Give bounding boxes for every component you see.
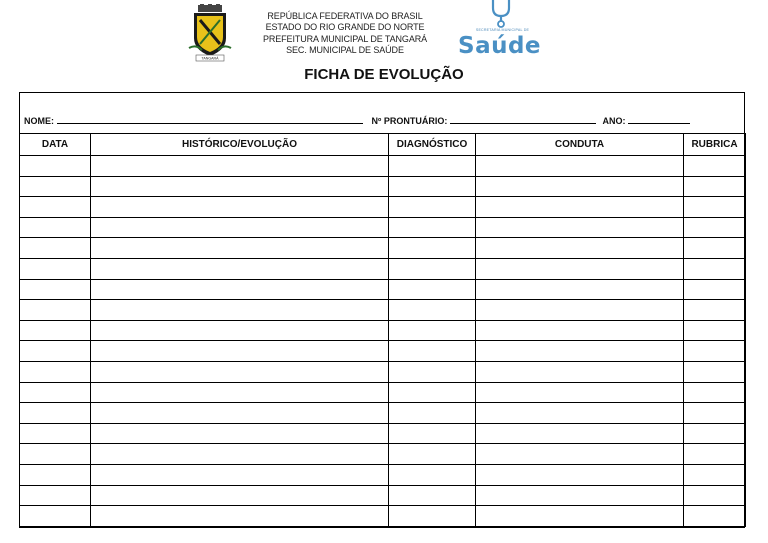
column-header-data: DATA <box>20 134 91 156</box>
year-field[interactable] <box>628 114 690 124</box>
table-cell[interactable] <box>20 506 91 527</box>
table-cell[interactable] <box>684 341 746 362</box>
table-cell[interactable] <box>20 423 91 444</box>
logo-word: Saúde <box>458 33 542 59</box>
table-cell[interactable] <box>684 382 746 403</box>
table-cell[interactable] <box>20 156 91 177</box>
table-cell[interactable] <box>389 423 476 444</box>
table-row <box>20 300 746 321</box>
table-cell[interactable] <box>476 444 684 465</box>
table-row <box>20 156 746 177</box>
table-cell[interactable] <box>476 485 684 506</box>
table-row <box>20 485 746 506</box>
column-header-diagnostico: DIAGNÓSTICO <box>389 134 476 156</box>
table-cell[interactable] <box>684 217 746 238</box>
table-cell[interactable] <box>684 361 746 382</box>
table-cell[interactable] <box>389 300 476 321</box>
table-cell[interactable] <box>476 320 684 341</box>
table-cell[interactable] <box>20 464 91 485</box>
table-cell[interactable] <box>389 485 476 506</box>
table-cell[interactable] <box>20 485 91 506</box>
table-cell[interactable] <box>20 382 91 403</box>
table-row <box>20 341 746 362</box>
table-cell[interactable] <box>389 464 476 485</box>
column-header-rubrica: RUBRICA <box>684 134 746 156</box>
table-cell[interactable] <box>684 156 746 177</box>
table-cell[interactable] <box>91 176 389 197</box>
table-row <box>20 279 746 300</box>
table-cell[interactable] <box>91 300 389 321</box>
table-cell[interactable] <box>476 403 684 424</box>
table-cell[interactable] <box>20 197 91 218</box>
table-cell[interactable] <box>684 300 746 321</box>
table-cell[interactable] <box>389 238 476 259</box>
table-cell[interactable] <box>91 279 389 300</box>
table-cell[interactable] <box>389 279 476 300</box>
table-row <box>20 423 746 444</box>
name-label: NOME: <box>24 116 54 126</box>
table-row <box>20 464 746 485</box>
table-cell[interactable] <box>476 217 684 238</box>
table-cell[interactable] <box>684 423 746 444</box>
municipal-crest-icon <box>188 4 232 64</box>
table-cell[interactable] <box>20 300 91 321</box>
table-cell[interactable] <box>389 258 476 279</box>
record-number-field[interactable] <box>450 114 596 124</box>
table-cell[interactable] <box>20 217 91 238</box>
table-cell[interactable] <box>389 176 476 197</box>
table-row <box>20 361 746 382</box>
table-row <box>20 320 746 341</box>
table-row <box>20 217 746 238</box>
name-field[interactable] <box>57 114 363 124</box>
table-cell[interactable] <box>684 258 746 279</box>
table-row <box>20 382 746 403</box>
table-cell[interactable] <box>684 485 746 506</box>
table-cell[interactable] <box>20 444 91 465</box>
table-cell[interactable] <box>389 382 476 403</box>
table-cell[interactable] <box>476 197 684 218</box>
table-cell[interactable] <box>476 423 684 444</box>
table-cell[interactable] <box>20 341 91 362</box>
table-row <box>20 238 746 259</box>
table-cell[interactable] <box>476 176 684 197</box>
table-cell[interactable] <box>91 341 389 362</box>
record-number-label: Nº PRONTUÁRIO: <box>371 116 448 126</box>
table-cell[interactable] <box>684 176 746 197</box>
column-header-historico: HISTÓRICO/EVOLUÇÃO <box>91 134 389 156</box>
year-label: ANO: <box>602 116 626 126</box>
table-cell[interactable] <box>91 361 389 382</box>
table-cell[interactable] <box>476 361 684 382</box>
table-cell[interactable] <box>20 361 91 382</box>
table-cell[interactable] <box>684 238 746 259</box>
table-cell[interactable] <box>389 156 476 177</box>
table-cell[interactable] <box>476 279 684 300</box>
table-cell[interactable] <box>91 238 389 259</box>
table-cell[interactable] <box>389 361 476 382</box>
table-cell[interactable] <box>91 217 389 238</box>
table-cell[interactable] <box>389 217 476 238</box>
table-cell[interactable] <box>91 464 389 485</box>
table-row <box>20 506 746 527</box>
table-cell[interactable] <box>476 258 684 279</box>
table-cell[interactable] <box>20 176 91 197</box>
table-cell[interactable] <box>91 423 389 444</box>
logo-subtitle: SECRETARIA MUNICIPAL DE <box>475 28 530 32</box>
saude-logo <box>455 0 550 62</box>
table-cell[interactable] <box>684 320 746 341</box>
table-cell[interactable] <box>91 197 389 218</box>
table-row <box>20 258 746 279</box>
form-title: FICHA DE EVOLUÇÃO <box>304 66 464 83</box>
table-cell[interactable] <box>684 444 746 465</box>
table-cell[interactable] <box>684 279 746 300</box>
org-line: SEC. MUNICIPAL DE SAÚDE <box>286 44 404 55</box>
org-line: ESTADO DO RIO GRANDE DO NORTE <box>265 22 425 33</box>
table-cell[interactable] <box>91 444 389 465</box>
table-cell[interactable] <box>91 258 389 279</box>
table-cell[interactable] <box>476 341 684 362</box>
table-cell[interactable] <box>476 506 684 527</box>
patient-id-line <box>24 114 690 126</box>
table-cell[interactable] <box>20 258 91 279</box>
org-line: PREFEITURA MUNICIPAL DE TANGARÁ <box>262 33 428 44</box>
table-cell[interactable] <box>91 382 389 403</box>
table-cell[interactable] <box>91 506 389 527</box>
table-cell[interactable] <box>389 197 476 218</box>
table-cell[interactable] <box>476 238 684 259</box>
table-cell[interactable] <box>91 320 389 341</box>
table-cell[interactable] <box>684 197 746 218</box>
table-cell[interactable] <box>20 238 91 259</box>
table-cell[interactable] <box>389 320 476 341</box>
table-header-row <box>20 134 746 156</box>
table-cell[interactable] <box>684 506 746 527</box>
table-cell[interactable] <box>389 506 476 527</box>
table-row <box>20 197 746 218</box>
table-cell[interactable] <box>684 403 746 424</box>
table-cell[interactable] <box>476 156 684 177</box>
table-cell[interactable] <box>20 403 91 424</box>
table-cell[interactable] <box>389 444 476 465</box>
table-cell[interactable] <box>91 485 389 506</box>
table-cell[interactable] <box>684 464 746 485</box>
table-cell[interactable] <box>389 341 476 362</box>
evolution-table <box>19 133 746 527</box>
table-cell[interactable] <box>91 156 389 177</box>
column-header-conduta: CONDUTA <box>476 134 684 156</box>
table-cell[interactable] <box>91 403 389 424</box>
document-header <box>0 0 768 66</box>
table-row <box>20 403 746 424</box>
table-cell[interactable] <box>476 382 684 403</box>
table-cell[interactable] <box>389 403 476 424</box>
table-cell[interactable] <box>20 279 91 300</box>
table-row <box>20 444 746 465</box>
organization-lines <box>250 11 440 56</box>
org-line: REPÚBLICA FEDERATIVA DO BRASIL <box>267 11 423 21</box>
stethoscope-icon <box>485 0 519 28</box>
table-cell[interactable] <box>20 320 91 341</box>
table-row <box>20 176 746 197</box>
crest-caption: TANGARÁ <box>201 56 219 61</box>
table-cell[interactable] <box>476 464 684 485</box>
table-cell[interactable] <box>476 300 684 321</box>
